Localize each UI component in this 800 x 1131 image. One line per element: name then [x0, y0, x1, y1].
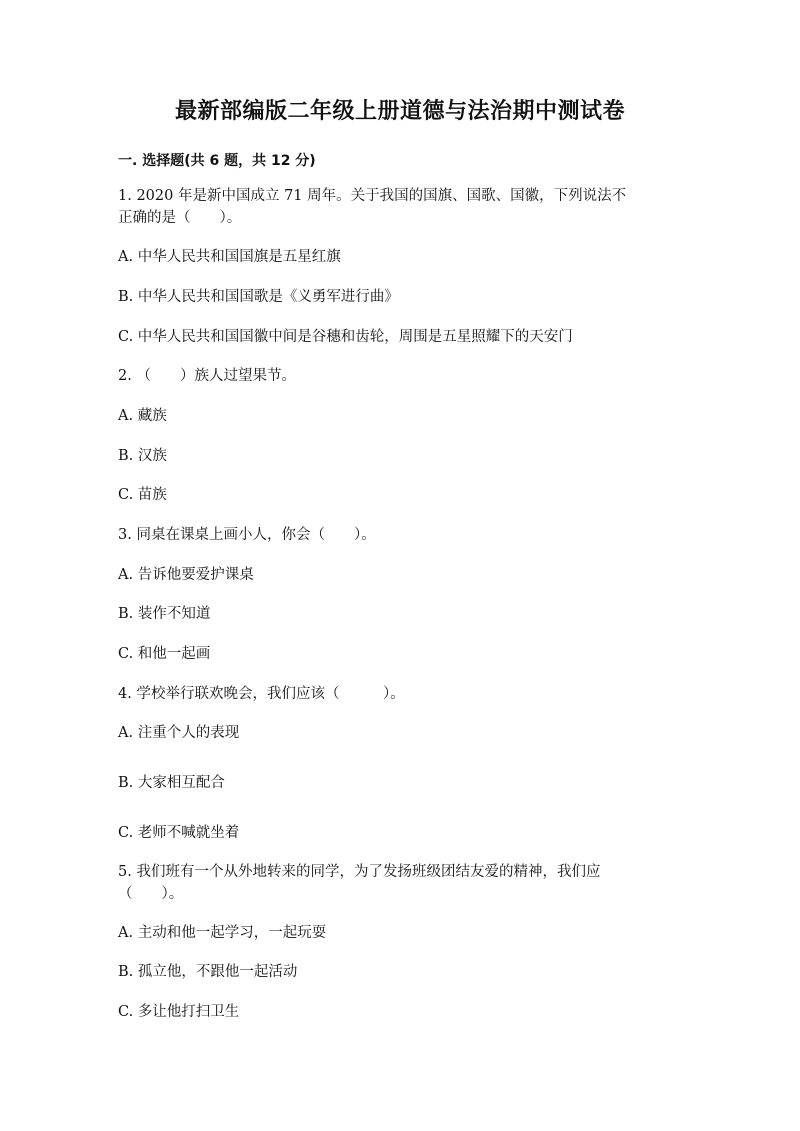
question-5-stem-line-2: （ ）。 [118, 886, 184, 902]
section-header: 一. 选择题(共 6 题，共 12 分) [118, 153, 316, 169]
page-title: 最新部编版二年级上册道德与法治期中测试卷 [174, 99, 625, 124]
question-5-option-b: B. 孤立他，不跟他一起活动 [118, 964, 298, 980]
question-2-option-b: B. 汉族 [118, 448, 167, 464]
question-5-option-c: C. 多让他打扫卫生 [118, 1004, 240, 1020]
question-4-option-a: A. 注重个人的表现 [118, 725, 240, 741]
question-1-stem-line-1: 1. 2020 年是新中国成立 71 周年。关于我国的国旗、国歌、国徽，下列说法不 [118, 188, 627, 204]
question-2-option-a: A. 藏族 [118, 408, 167, 424]
question-1-stem-line-2: 正确的是（ ）。 [118, 210, 242, 226]
question-5-stem-line-1: 5. 我们班有一个从外地转来的同学，为了发扬班级团结友爱的精神，我们应 [118, 864, 601, 880]
question-3-stem: 3. 同桌在课桌上画小人，你会（ ）。 [118, 527, 376, 543]
question-3-option-c: C. 和他一起画 [118, 646, 211, 662]
question-5-option-a: A. 主动和他一起学习，一起玩耍 [118, 925, 327, 941]
question-1-option-c: C. 中华人民共和国国徽中间是谷穗和齿轮，周围是五星照耀下的天安门 [118, 329, 573, 345]
question-1-option-a: A. 中华人民共和国国旗是五星红旗 [118, 249, 341, 265]
question-2-option-c: C. 苗族 [118, 487, 167, 503]
question-3-option-b: B. 装作不知道 [118, 606, 211, 622]
question-4-option-b: B. 大家相互配合 [118, 775, 225, 791]
question-1-option-b: B. 中华人民共和国国歌是《义勇军进行曲》 [118, 289, 399, 305]
question-4-stem: 4. 学校举行联欢晚会，我们应该（ ）。 [118, 686, 405, 702]
question-2-stem: 2. （ ）族人过望果节。 [118, 368, 296, 384]
question-3-option-a: A. 告诉他要爱护课桌 [118, 567, 254, 583]
question-4-option-c: C. 老师不喊就坐着 [118, 825, 240, 841]
